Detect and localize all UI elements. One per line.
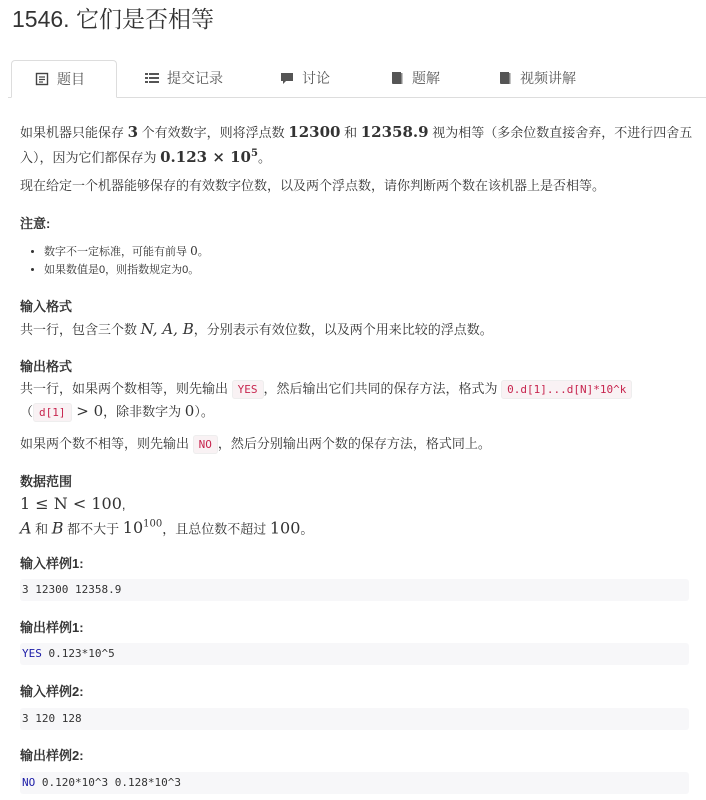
text: 数字不一定标准，可能有前导 — [44, 246, 191, 258]
math-number: 100 — [269, 518, 301, 538]
text: 视为相等（多余位数直接舍弃，不进行四舍五 — [428, 125, 693, 140]
text: 个有效数字，则将浮点数 — [138, 125, 289, 140]
text: 共一行，如果两个数相等，则先输出 — [20, 381, 232, 396]
output-format-line-3 — [20, 433, 491, 456]
text: 。 — [300, 521, 314, 537]
keyword: YES — [22, 647, 42, 660]
sample-input-2: 3 120 128 — [20, 708, 689, 730]
text: 都不大于 — [63, 521, 123, 537]
math-expression — [160, 148, 258, 166]
code-text: 0.123*10^5 — [41, 647, 115, 660]
input-format-text — [20, 318, 493, 341]
text: 和 — [340, 125, 361, 140]
text: 和 — [31, 521, 52, 537]
sample-output-1-title: 输出样例1: — [20, 620, 84, 635]
code-inline: NO — [193, 435, 218, 454]
tab-label: 题解 — [412, 70, 440, 86]
sample-output-2 — [20, 772, 689, 794]
notes-list — [22, 242, 209, 279]
math-number: 0 — [190, 244, 198, 258]
tab-problem[interactable] — [11, 60, 117, 98]
code-inline: YES — [232, 380, 264, 399]
document-icon — [35, 63, 49, 77]
statement-line-1 — [20, 121, 692, 144]
text: ，然后输出它们共同的保存方法，格式为 — [263, 381, 502, 396]
math-base: 0.123 × 10 — [160, 148, 251, 166]
book-icon — [498, 62, 512, 76]
text: , — [121, 497, 126, 512]
range-title: 数据范围 — [20, 474, 73, 489]
sample-input-1-title: 输入样例1: — [20, 556, 84, 571]
tab-label: 提交记录 — [167, 70, 223, 86]
math-expression: 1 ≤ N < 100 — [20, 494, 122, 513]
text: ，除非数字为 — [103, 404, 185, 419]
list-icon — [145, 62, 159, 76]
code-text: 0.120*10^3 0.128*10^3 — [35, 776, 181, 789]
list-item — [44, 242, 209, 261]
text: ）。 — [194, 404, 214, 419]
text: 如果机器只能保存 — [20, 125, 128, 140]
sample-input-1: 3 12300 12358.9 — [20, 579, 689, 601]
tab-submissions[interactable] — [145, 60, 223, 98]
text: ，分别表示有效位数，以及两个用来比较的浮点数。 — [193, 322, 493, 337]
code-inline: 0.d[1]...d[N]*10^k — [501, 380, 632, 399]
output-format-title: 输出格式 — [20, 359, 73, 374]
tab-label: 题目 — [57, 71, 85, 87]
output-format-line-2 — [20, 400, 214, 424]
math-number: 12300 — [288, 123, 341, 141]
tab-label: 讨论 — [302, 70, 330, 86]
text: 。 — [197, 246, 209, 258]
text: ，且总位数不超过 — [162, 521, 270, 537]
note-title: 注意: — [20, 216, 51, 231]
book-icon — [390, 62, 404, 76]
tab-solutions[interactable] — [390, 60, 440, 98]
math-exponent: 100 — [143, 519, 163, 530]
text: 如果两个数不相等，则先输出 — [20, 436, 193, 451]
output-format-line-1 — [20, 378, 632, 401]
text: 入），因为它们都保存为 — [20, 150, 161, 165]
sample-output-1 — [20, 643, 689, 665]
math-vars: N, A, B — [140, 320, 194, 338]
math-exponent: 5 — [250, 148, 258, 159]
sample-input-2-title: 输入样例2: — [20, 684, 84, 699]
code-inline: d[1] — [33, 403, 72, 422]
math-expression: > 0 — [71, 402, 104, 420]
tab-discussion[interactable] — [280, 60, 330, 98]
range-line-1 — [20, 493, 126, 516]
text: 共一行，包含三个数 — [20, 322, 141, 337]
text: （ — [20, 404, 34, 419]
keyword: NO — [22, 776, 36, 789]
range-line-2 — [20, 514, 313, 540]
text: 。 — [257, 150, 271, 165]
math-number: 12358.9 — [360, 123, 429, 141]
text: ，然后分别输出两个数的保存方法，格式同上。 — [217, 436, 491, 451]
statement-paragraph-2: 现在给定一个机器能够保存的有效数字位数，以及两个浮点数，请你判断两个数在该机器上是否相等。 — [20, 178, 606, 193]
statement-line-2 — [20, 143, 271, 169]
math-var: B — [51, 518, 64, 538]
tab-label: 视频讲解 — [520, 70, 576, 86]
chat-icon — [280, 62, 294, 76]
input-format-title: 输入格式 — [20, 299, 73, 314]
tab-bar — [8, 60, 706, 98]
math-expression — [123, 518, 162, 537]
page-title: 1546. 它们是否相等 — [12, 6, 214, 32]
math-var: A — [20, 518, 32, 538]
math-number: 3 — [127, 123, 139, 141]
math-number: 0 — [184, 402, 195, 420]
tab-video[interactable] — [498, 60, 576, 98]
math-base: 10 — [122, 518, 144, 538]
list-item: • 如果数值是0，则指数规定为0。 — [44, 261, 209, 279]
sample-output-2-title: 输出样例2: — [20, 748, 84, 763]
